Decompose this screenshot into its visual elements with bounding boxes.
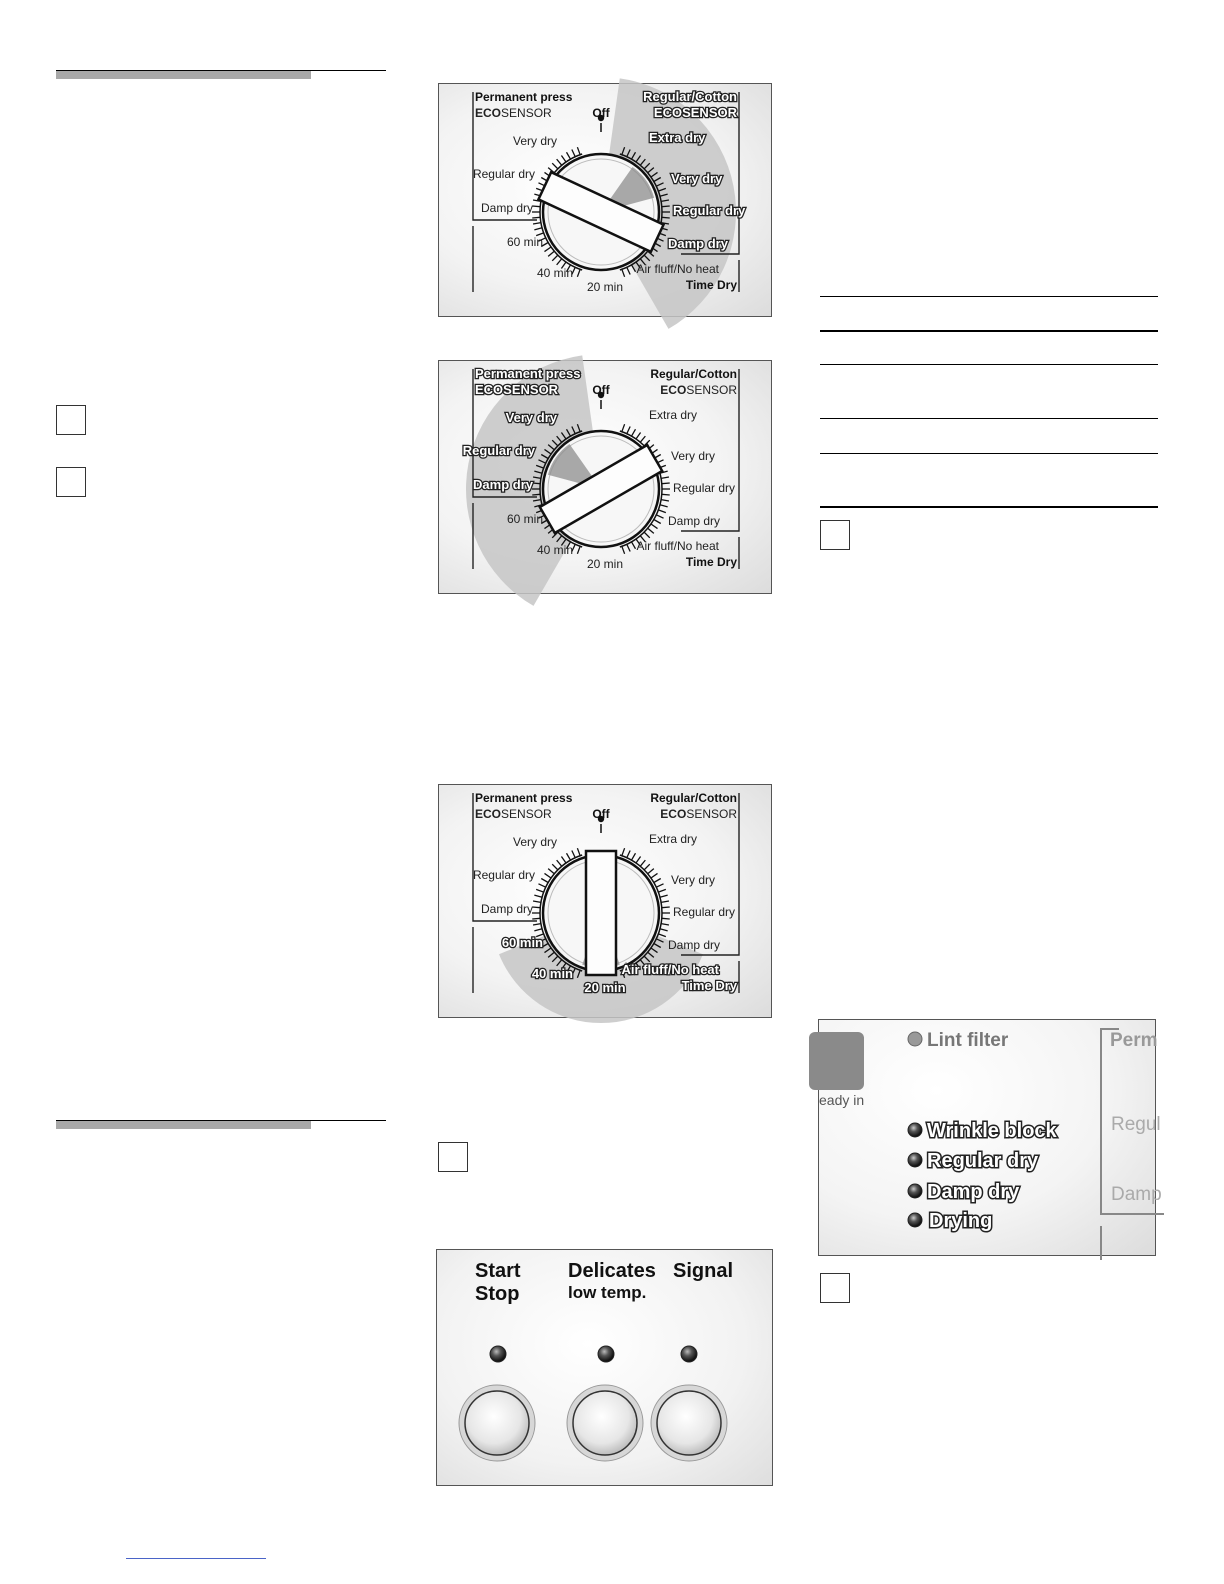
dial-tick-mark [662, 217, 670, 218]
dial-tick-mark [534, 895, 542, 897]
dial-tick-mark [532, 206, 540, 207]
time-dry-label: Time Dry [685, 555, 737, 569]
left-very-dry-label: Very dry [505, 410, 557, 425]
table-rule-1 [820, 296, 1158, 297]
dial-tick-mark [533, 924, 541, 925]
dial-tick-mark [577, 848, 580, 856]
regular-dry-status-label: Regular dry [927, 1150, 1039, 1172]
footer-link-underline [126, 1558, 266, 1559]
sixty-min-label: 60 min [501, 935, 543, 950]
off-label: Off [592, 106, 610, 120]
dial-tick-mark [640, 436, 645, 442]
start-stop-button[interactable] [459, 1385, 535, 1461]
table-rule-2 [820, 330, 1158, 332]
dial-tick-mark [660, 505, 668, 507]
dial-tick-mark [662, 483, 670, 484]
ready-in-label: eady in [819, 1092, 865, 1108]
regular-cotton-label: Regular/Cotton [650, 367, 737, 381]
delicates-indicator-light [598, 1346, 614, 1362]
forty-min-label: 40 min [531, 966, 573, 981]
right-regular-dry-label: Regular dry [673, 481, 736, 495]
section-bar-top [56, 71, 311, 79]
right-regular-dry-label: Regular dry [673, 203, 746, 218]
permanent-press-label: Permanent press [475, 366, 581, 381]
dial-tick-mark [654, 520, 661, 524]
dial-tick-mark [644, 532, 650, 538]
signal-label: Signal [673, 1260, 734, 1282]
dial-figure-3 [439, 785, 773, 1019]
delicates-label: Delicates [568, 1260, 656, 1282]
lint-filter-indicator-light [908, 1032, 922, 1046]
dial-tick-mark [538, 884, 545, 887]
dial-tick-mark [572, 149, 575, 156]
dial-grip-bar [586, 851, 616, 975]
dial-tick-mark [651, 524, 658, 529]
forty-min-label: 40 min [536, 266, 573, 280]
right-very-dry-label: Very dry [671, 873, 716, 887]
left-damp-dry-label: Damp dry [480, 902, 533, 916]
step-marker-box-1 [56, 405, 86, 435]
dial-tick-mark [627, 544, 630, 551]
dial-tick-mark [661, 477, 669, 478]
dial-tick-mark [654, 879, 661, 883]
dial-tick-mark [532, 217, 540, 218]
regular-cotton-ecosensor-label: ECOSENSOR [660, 807, 737, 821]
extra-dry-label: Extra dry [649, 408, 698, 422]
dial-tick-mark [627, 267, 630, 274]
right-damp-dry-label: Damp dry [668, 236, 728, 251]
dial-tick-mark [662, 206, 670, 207]
left-damp-dry-label: Damp dry [480, 201, 533, 215]
dial-tick-mark [548, 251, 554, 256]
step-marker-box-5 [820, 1273, 850, 1303]
dial-tick-mark [577, 546, 580, 554]
dial-tick-mark [552, 163, 558, 169]
dial-tick-mark [636, 856, 641, 863]
permanent-press-ecosensor-label: ECOSENSOR [475, 382, 559, 397]
time-dry-label: Time Dry [681, 978, 737, 993]
dial-tick-mark [644, 864, 650, 870]
left-regular-dry-label: Regular dry [472, 167, 535, 181]
left-regular-dry-label: Regular dry [462, 443, 535, 458]
dial-tick-mark [536, 889, 544, 892]
left-damp-dry-label: Damp dry [473, 477, 533, 492]
dial-tick-mark [658, 889, 666, 892]
dial-figure-2 [439, 361, 773, 595]
regul-label-partial: Regul [1111, 1114, 1161, 1135]
dial-tick-mark [640, 860, 645, 866]
dial-tick-mark [577, 147, 580, 155]
right-damp-dry-label: Damp dry [668, 938, 721, 952]
dial-tick-mark [656, 515, 663, 518]
dial-tick-mark [622, 424, 625, 432]
button-panel [436, 1249, 773, 1486]
dial-tick-mark [661, 901, 669, 902]
step-marker-box-2 [56, 467, 86, 497]
low-temp-label: low temp. [568, 1283, 647, 1302]
damp-dry-indicator-light [908, 1184, 922, 1198]
twenty-min-label: 20 min [584, 980, 626, 995]
dial-tick-mark [552, 255, 558, 261]
dial-tick-mark [541, 879, 548, 883]
wrinkle-block-indicator-light [908, 1123, 922, 1137]
section-bar-bottom [56, 1121, 311, 1129]
table-rule-5 [820, 453, 1158, 454]
stop-label: Stop [475, 1283, 520, 1305]
left-very-dry-label: Very dry [512, 134, 557, 148]
air-fluff-label: Air fluff/No heat [636, 539, 719, 553]
drying-indicator-light [908, 1213, 922, 1227]
step-marker-box-3 [438, 1142, 468, 1172]
dial-tick-mark [651, 873, 658, 878]
dial-tick-mark [662, 918, 670, 919]
drying-label: Drying [929, 1210, 993, 1232]
dial-tick-mark [632, 429, 636, 436]
dial-tick-mark [577, 269, 580, 277]
permanent-press-ecosensor-label: ECOSENSOR [475, 106, 552, 120]
dial-tick-mark [557, 860, 562, 866]
dial-tick-mark [622, 269, 625, 277]
start-label: Start [475, 1260, 521, 1282]
dial-tick-mark [561, 155, 566, 162]
dial-grip [586, 851, 616, 975]
dial-tick-mark [632, 542, 636, 549]
dial-tick-mark [661, 924, 669, 925]
dial-tick-mark [660, 895, 668, 897]
extra-dry-label: Extra dry [649, 130, 706, 145]
button-panel-figure [437, 1250, 774, 1487]
right-very-dry-label: Very dry [671, 449, 716, 463]
dial-tick-mark [648, 869, 654, 874]
sixty-min-label: 60 min [506, 235, 543, 249]
dial-tick-mark [572, 850, 575, 857]
dial-tick-mark [662, 494, 670, 495]
dial-tick-mark [567, 853, 571, 860]
status-indicator-panel [818, 1019, 1162, 1256]
regular-cotton-label: Regular/Cotton [643, 89, 737, 104]
regular-cotton-label: Regular/Cotton [650, 791, 737, 805]
permanent-press-label: Permanent press [475, 791, 573, 805]
program-dial-regular-cotton [438, 83, 772, 317]
extra-dry-label: Extra dry [649, 832, 698, 846]
dial-tick-mark [534, 228, 542, 230]
lint-filter-label: Lint filter [927, 1030, 1009, 1051]
right-damp-dry-label: Damp dry [668, 514, 721, 528]
dial-tick-mark [557, 159, 562, 165]
program-dial-time-dry [438, 784, 772, 1018]
air-fluff-label: Air fluff/No heat [621, 962, 719, 977]
dial-tick-mark [622, 546, 625, 554]
permanent-press-ecosensor-label: ECOSENSOR [475, 807, 552, 821]
dial-tick-mark [661, 500, 669, 501]
off-label: Off [592, 383, 610, 397]
dial-tick-mark [660, 929, 668, 931]
right-very-dry-label: Very dry [671, 171, 723, 186]
off-label: Off [592, 807, 610, 821]
dial-tick-mark [622, 848, 625, 856]
perm-label-partial: Perm [1110, 1030, 1158, 1051]
table-rule-6 [820, 506, 1158, 508]
dial-figure-1 [439, 84, 773, 318]
dial-tick-mark [567, 152, 571, 159]
step-marker-box-4 [820, 520, 850, 550]
dial-tick-mark [627, 426, 630, 433]
dial-tick-mark [532, 483, 540, 484]
dial-tick-mark [548, 869, 554, 874]
regular-dry-indicator-light [908, 1153, 922, 1167]
dial-tick-mark [557, 259, 562, 265]
dial-tick-mark [532, 907, 540, 908]
right-regular-dry-label: Regular dry [673, 905, 736, 919]
dial-tick-mark [658, 510, 666, 513]
dial-tick-mark [544, 247, 551, 252]
left-regular-dry-label: Regular dry [472, 868, 535, 882]
dial-tick-mark [648, 528, 654, 533]
program-dial-permanent-press [438, 360, 772, 594]
wrinkle-block-label: Wrinkle block [927, 1120, 1057, 1142]
dial-tick-mark [552, 864, 558, 870]
damp-label-partial: Damp [1111, 1184, 1162, 1205]
time-display-window [809, 1032, 864, 1090]
regular-cotton-ecosensor-label: ECOSENSOR [653, 105, 737, 120]
signal-button[interactable] [651, 1385, 727, 1461]
dial-tick-mark [632, 853, 636, 860]
time-dry-label: Time Dry [685, 278, 737, 292]
table-rule-3 [820, 364, 1158, 365]
damp-dry-status-label: Damp dry [927, 1181, 1020, 1203]
status-panel-figure [819, 1020, 1162, 1257]
dial-tick-mark [534, 929, 542, 931]
forty-min-label: 40 min [536, 543, 573, 557]
permanent-press-label: Permanent press [475, 90, 573, 104]
dial-tick-mark [636, 432, 641, 439]
signal-indicator-light [681, 1346, 697, 1362]
dial-tick-mark [532, 918, 540, 919]
dial-tick-mark [658, 934, 666, 937]
dial-tick-mark [533, 223, 541, 224]
dial-tick-mark [561, 856, 566, 863]
regular-cotton-ecosensor-label: ECOSENSOR [660, 383, 737, 397]
dial-tick-mark [627, 850, 630, 857]
air-fluff-label: Air fluff/No heat [636, 262, 719, 276]
twenty-min-label: 20 min [586, 280, 624, 294]
twenty-min-label: 20 min [586, 557, 624, 571]
dial-tick-mark [544, 873, 551, 878]
table-rule-4 [820, 418, 1158, 419]
dial-tick-mark [532, 494, 540, 495]
start-stop-indicator-light [490, 1346, 506, 1362]
dial-tick-mark [656, 884, 663, 887]
sixty-min-label: 60 min [506, 512, 543, 526]
left-very-dry-label: Very dry [512, 835, 557, 849]
delicates-button[interactable] [567, 1385, 643, 1461]
dial-tick-mark [533, 901, 541, 902]
dial-tick-mark [662, 907, 670, 908]
